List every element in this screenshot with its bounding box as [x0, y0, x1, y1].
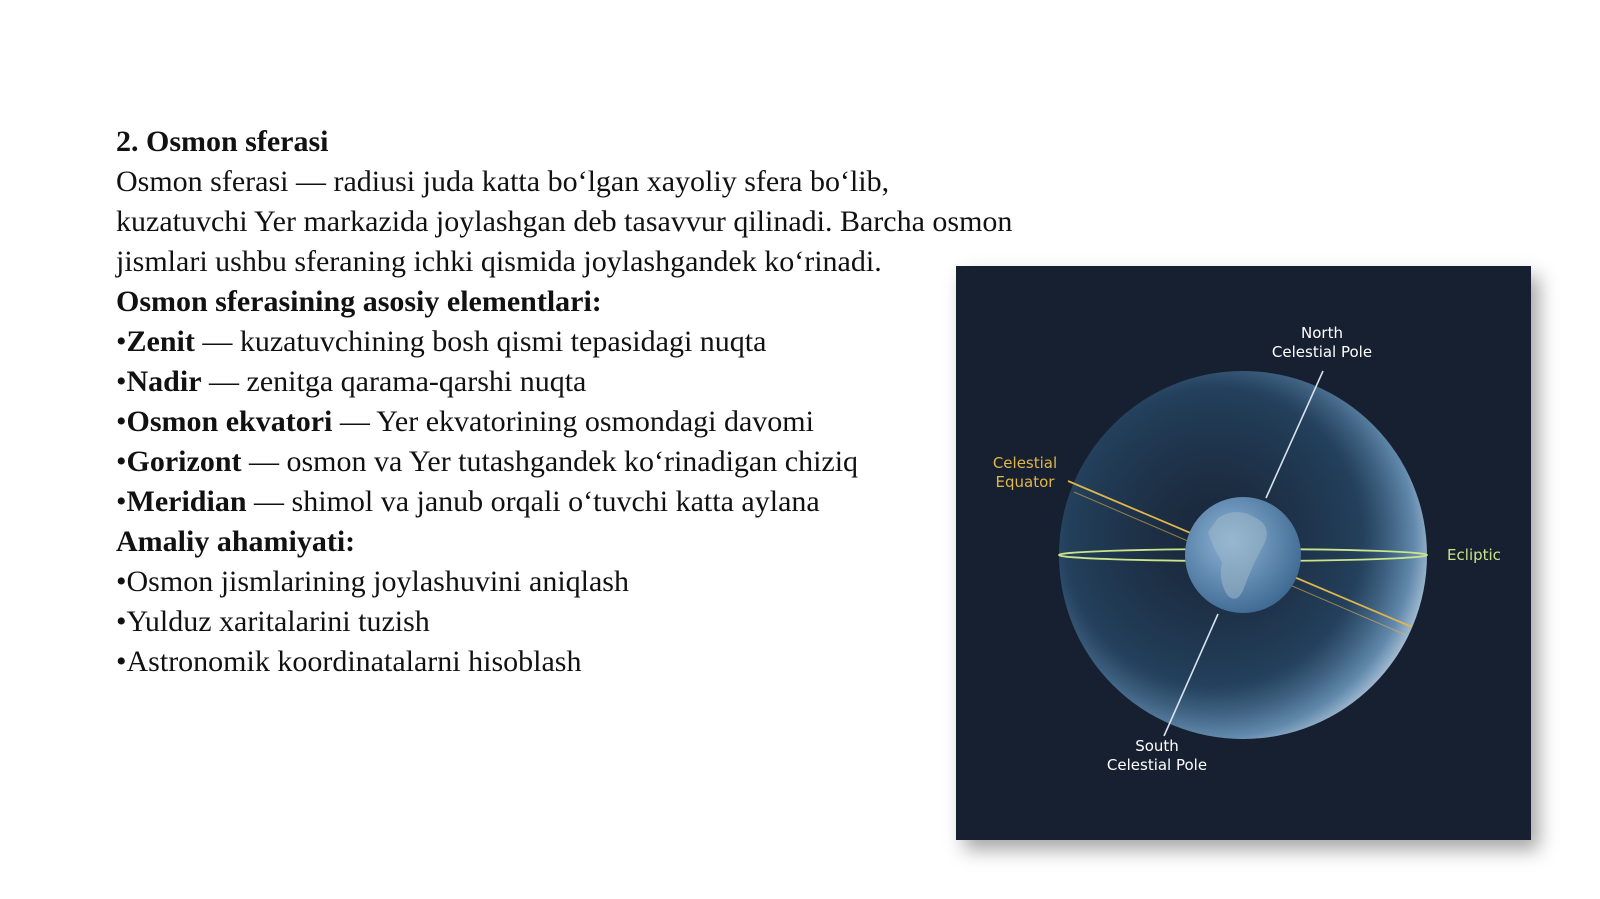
ecliptic-label: Ecliptic — [1447, 546, 1501, 564]
list-item — [116, 482, 1016, 522]
term: Zenit — [126, 325, 195, 358]
term-desc: — shimol va janub orqali o‘tuvchi katta aylana — [246, 485, 820, 518]
bullet: • — [116, 365, 127, 398]
elements-heading: Osmon sferasining asosiy elementlari: — [116, 285, 602, 318]
list-item — [116, 402, 1016, 442]
south-pole-label: South Celestial Pole — [1106, 737, 1208, 774]
section-heading: 2. Osmon sferasi — [116, 125, 329, 158]
term: Meridian — [126, 485, 247, 518]
practical-item: Yulduz xaritalarini tuzish — [126, 605, 430, 638]
term: Nadir — [126, 365, 202, 398]
term-desc: — Yer ekvatorining osmondagi davomi — [332, 405, 814, 438]
bullet: • — [116, 605, 127, 638]
list-item — [116, 362, 1016, 402]
celestial-sphere-diagram — [956, 266, 1531, 840]
bullet: • — [116, 405, 127, 438]
bullet: • — [116, 565, 127, 598]
slide-text — [116, 122, 1016, 682]
celestial-equator-label: Celestial Equator — [992, 454, 1058, 491]
term-desc: — zenitga qarama-qarshi nuqta — [201, 365, 587, 398]
bullet: • — [116, 645, 127, 678]
bullet: • — [116, 485, 127, 518]
list-item — [116, 442, 1016, 482]
term-desc: — osmon va Yer tutashgandek ko‘rinadigan chiziq — [241, 445, 859, 478]
term: Osmon ekvatori — [126, 405, 333, 438]
practical-item: Astronomik koordinatalarni hisoblash — [126, 645, 582, 678]
practical-heading: Amaliy ahamiyati: — [116, 525, 356, 558]
list-item — [116, 602, 1016, 642]
list-item — [116, 642, 1016, 682]
bullet: • — [116, 325, 127, 358]
term-desc: — kuzatuvchining bosh qismi tepasidagi nuqta — [194, 325, 767, 358]
list-item — [116, 562, 1016, 602]
intro-paragraph: Osmon sferasi — radiusi juda katta bo‘lgan xayoliy sfera bo‘lib, kuzatuvchi Yer markazida joylashgan deb tasavvur qilinadi. Barcha osmon jismlari ushbu sferaning ichki qismida joylashgandek ko‘rinadi. — [116, 165, 1013, 278]
practical-item: Osmon jismlarining joylashuvini aniqlash — [126, 565, 629, 598]
list-item — [116, 322, 1016, 362]
north-pole-label: North Celestial Pole — [1271, 324, 1373, 361]
term: Gorizont — [126, 445, 242, 478]
bullet: • — [116, 445, 127, 478]
